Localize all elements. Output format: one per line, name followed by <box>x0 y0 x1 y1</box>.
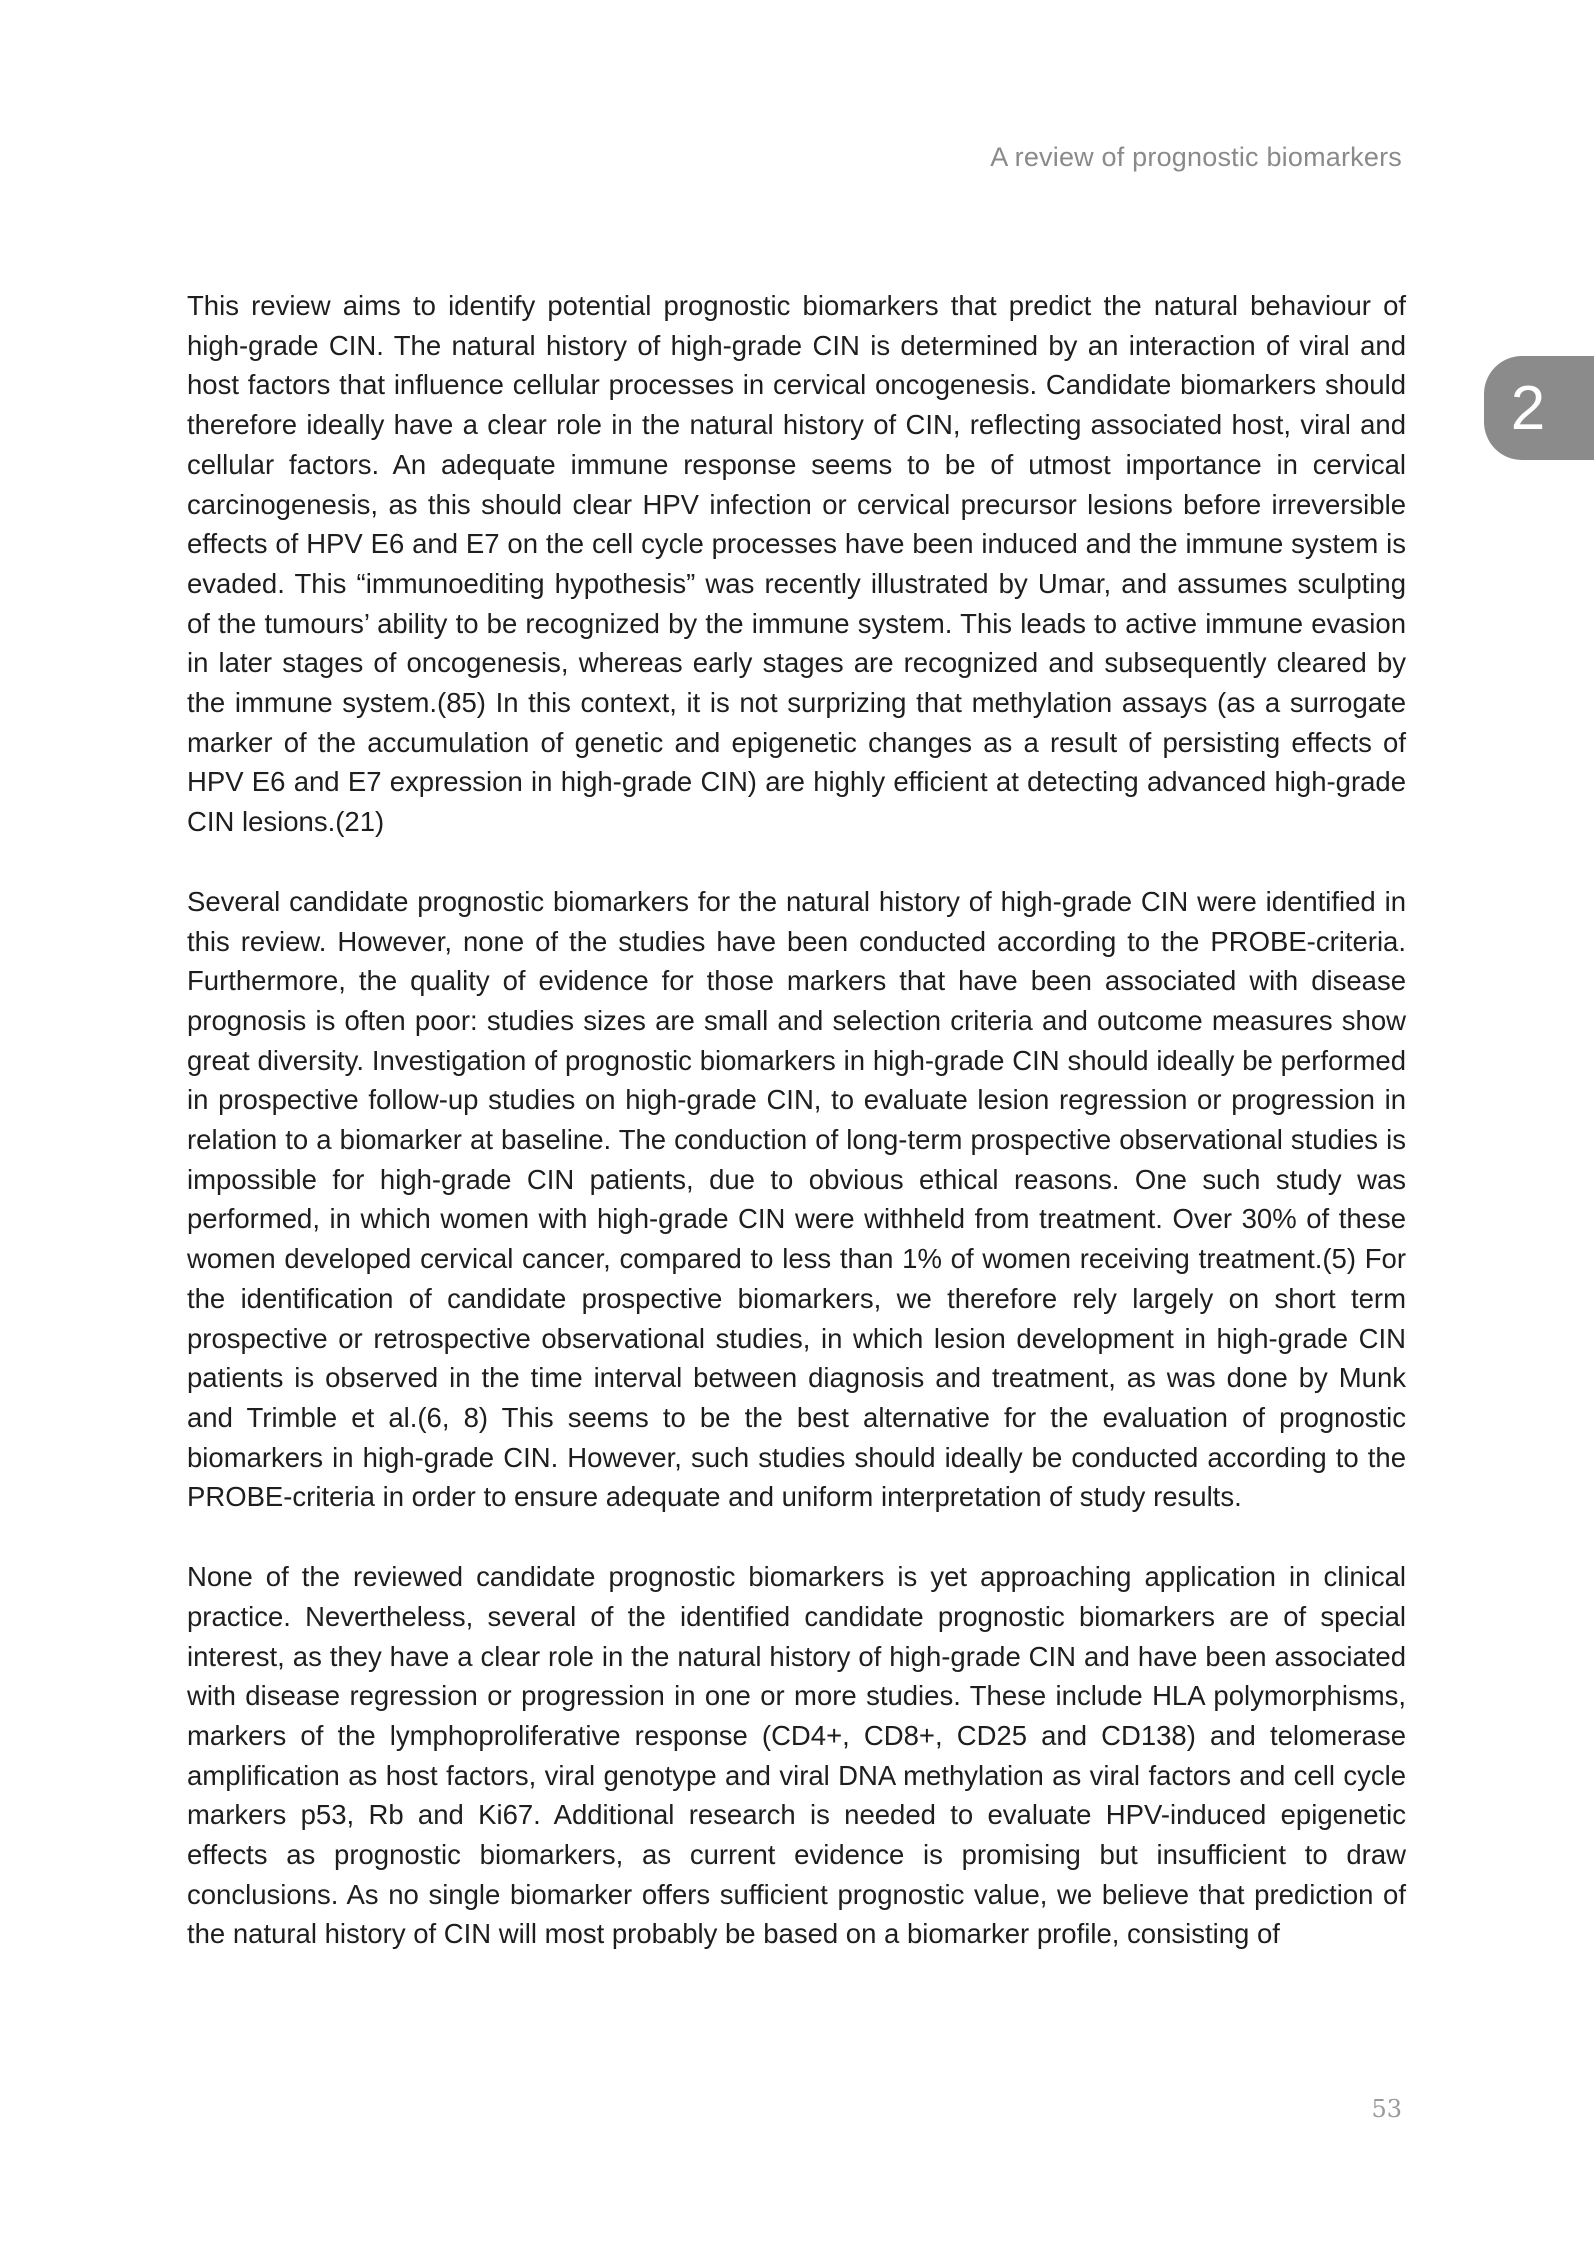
page-number: 53 <box>1371 2095 1402 2123</box>
running-header: A review of prognostic biomarkers <box>990 142 1402 172</box>
paragraph-2: Several candidate prognostic biomarkers for the natural history of high-grade CIN were identified in this review. However, none of the studies have been conducted according to the PROBE-criteria. Furthermore, the quality of evidence for those markers that have been associated with disease prognosis is often poor: studies sizes are small and selection criteria and outcome measures show great diversity. Investigation of prognostic biomarkers in high-grade CIN should ideally be performed in prospective follow-up studies on high-grade CIN, to evaluate lesion regression or progression in relation to a biomarker at baseline. The conduction of long-term prospective observational studies is impossible for high-grade CIN patients, due to obvious ethical reasons. One such study was performed, in which women with high-grade CIN were withheld from treatment. Over 30% of these women developed cervical cancer, compared to less than 1% of women receiving treatment.(5) For the identification of candidate prospective biomarkers, we therefore rely largely on short term prospective or retrospective observational studies, in which lesion development in high-grade CIN patients is observed in the time interval between diagnosis and treatment, as was done by Munk and Trimble et al.(6, 8) This seems to be the best alternative for the evaluation of prognostic biomarkers in high-grade CIN. However, such studies should ideally be conducted according to the PROBE-criteria in order to ensure adequate and uniform interpretation of study results. <box>187 885 1406 1513</box>
chapter-number: 2 <box>1510 373 1546 443</box>
chapter-tab <box>1484 356 1594 460</box>
paragraph-1: This review aims to identify potential prognostic biomarkers that predict the natural behaviour of high-grade CIN. The natural history of high-grade CIN is determined by an interaction of viral and host factors that influence cellular processes in cervical oncogenesis. Candidate biomarkers should therefore ideally have a clear role in the natural history of CIN, reflecting associated host, viral and cellular factors. An adequate immune response seems to be of utmost importance in cervical carcinogenesis, as this should clear HPV infection or cervical precursor lesions before irreversible effects of HPV E6 and E7 on the cell cycle processes have been induced and the immune system is evaded. This “immunoediting hypothesis” was recently illustrated by Umar, and assumes sculpting of the tumours’ ability to be recognized by the immune system. This leads to active immune evasion in later stages of oncogenesis, whereas early stages are recognized and subsequently cleared by the immune system.(85) In this context, it is not surprizing that methylation assays (as a surrogate marker of the accumulation of genetic and epigenetic changes as a result of persisting effects of HPV E6 and E7 expression in high-grade CIN) are highly efficient at detecting advanced high-grade CIN lesions.(21) <box>187 290 1406 838</box>
paragraph-3: None of the reviewed candidate prognostic biomarkers is yet approaching application in clinical practice. Nevertheless, several of the identified candidate prognostic biomarkers are of special interest, as they have a clear role in the natural history of high-grade CIN and have been associated with disease regression or progression in one or more studies. These include HLA polymorphisms, markers of the lymphoproliferative response (CD4+, CD8+, CD25 and CD138) and telomerase amplification as host factors, viral genotype and viral DNA methylation as viral factors and cell cycle markers p53, Rb and Ki67. Additional research is needed to evaluate HPV-induced epigenetic effects as prognostic biomarkers, as current evidence is promising but insufficient to draw conclusions. As no single biomarker offers sufficient prognostic value, we believe that prediction of the natural history of CIN will most probably be based on a biomarker profile, consisting of <box>187 1561 1406 1950</box>
body-text <box>187 286 1406 1994</box>
